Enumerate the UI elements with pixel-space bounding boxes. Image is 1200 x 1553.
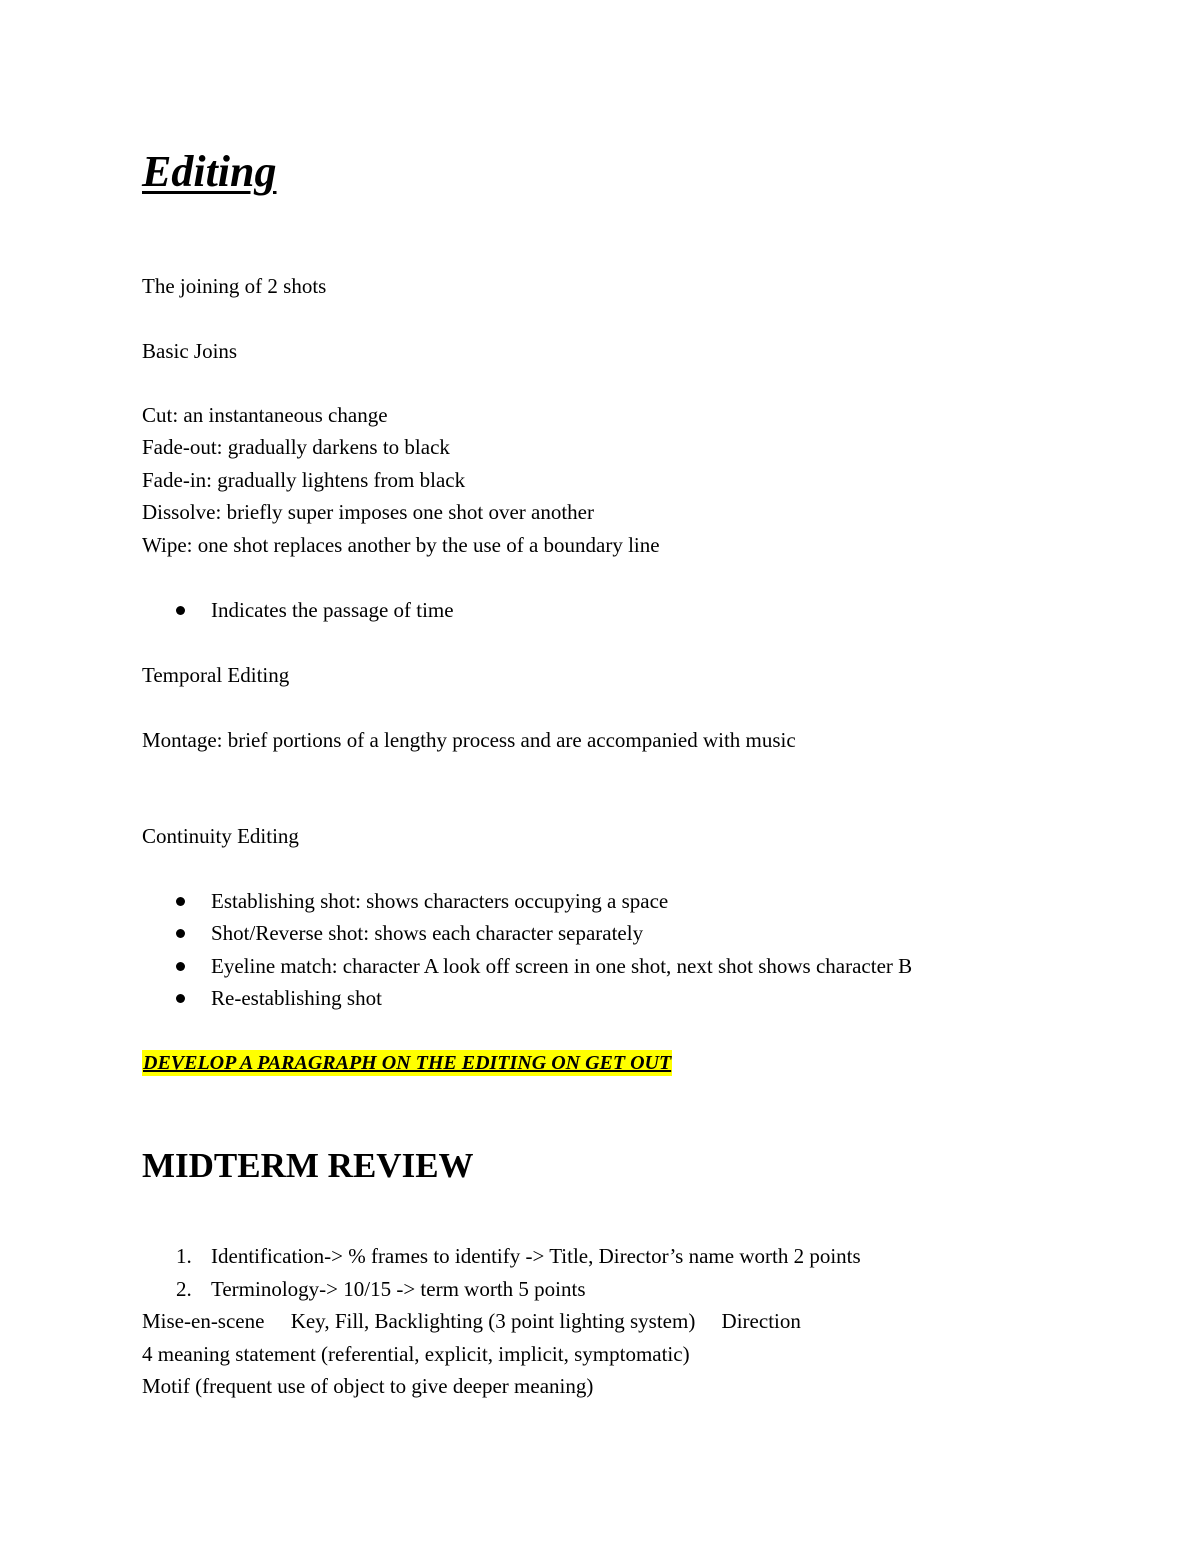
page-title: Editing (142, 147, 277, 196)
temporal-editing-heading: Temporal Editing (142, 663, 290, 687)
bullet-icon (176, 994, 185, 1003)
definition-text: The joining of 2 shots (142, 274, 327, 298)
basic-join-line: Fade-in: gradually lightens from black (142, 468, 466, 492)
bullet-icon (176, 606, 185, 615)
bullet-text: Eyeline match: character A look off screen in one shot, next shot shows character B (211, 954, 913, 978)
numbered-text: Identification-> % frames to identify -> Title, Director’s name worth 2 points (211, 1244, 861, 1268)
numbered-text: Terminology-> 10/15 -> term worth 5 points (211, 1277, 586, 1301)
number-marker: 2. (176, 1277, 192, 1301)
basic-join-line: Dissolve: briefly super imposes one shot over another (142, 500, 594, 524)
basic-join-line: Fade-out: gradually darkens to black (142, 435, 450, 459)
continuity-editing-heading: Continuity Editing (142, 824, 299, 848)
number-marker: 1. (176, 1244, 192, 1268)
basic-joins-heading: Basic Joins (142, 339, 238, 363)
montage-text: Montage: brief portions of a lengthy process and are accompanied with music (142, 728, 796, 752)
bullet-text: Establishing shot: shows characters occupying a space (211, 889, 669, 913)
bullet-icon (176, 897, 185, 906)
midterm-line: Motif (frequent use of object to give deeper meaning) (142, 1374, 594, 1398)
bullet-text: Indicates the passage of time (211, 598, 454, 622)
bullet-icon (176, 962, 185, 971)
bullet-icon (176, 929, 185, 938)
midterm-line: 4 meaning statement (referential, explicit, implicit, symptomatic) (142, 1342, 690, 1366)
basic-join-line: Cut: an instantaneous change (142, 403, 388, 427)
assignment-highlight: DEVELOP A PARAGRAPH ON THE EDITING ON GET OUT (143, 1052, 672, 1074)
basic-join-line: Wipe: one shot replaces another by the use of a boundary line (142, 533, 660, 557)
midterm-line: Mise-en-scene Key, Fill, Backlighting (3 point lighting system) Direction (142, 1309, 801, 1333)
midterm-heading: MIDTERM REVIEW (142, 1146, 474, 1185)
bullet-text: Re-establishing shot (211, 986, 382, 1010)
bullet-text: Shot/Reverse shot: shows each character separately (211, 921, 644, 945)
